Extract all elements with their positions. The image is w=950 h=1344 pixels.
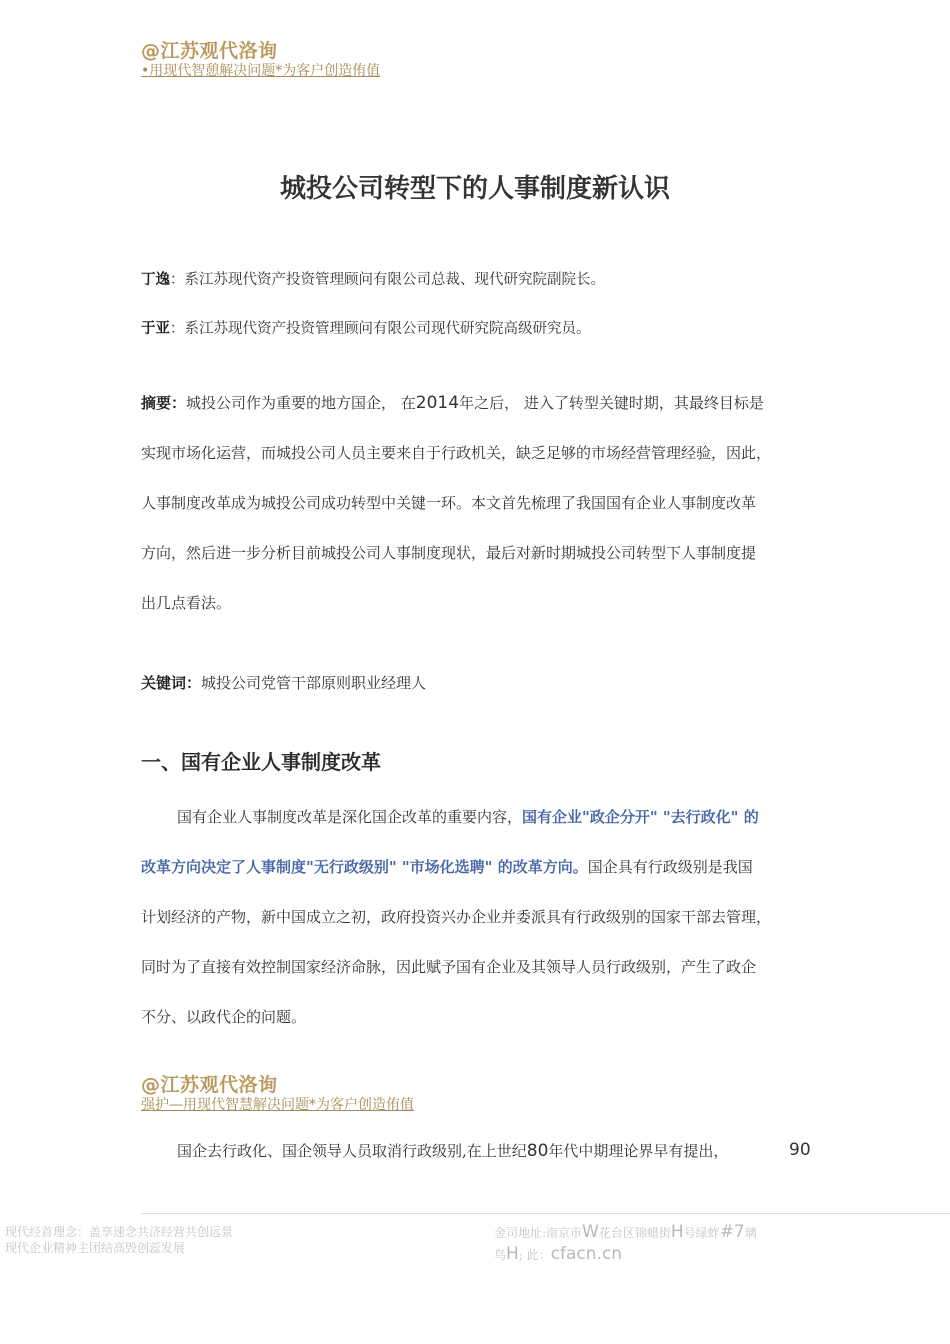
footer-spirit: 现代企业精神主团结高毁创蕊发展 <box>5 1241 186 1255</box>
footer-address-glyph: W <box>582 1222 599 1242</box>
author-colon: ： <box>170 321 185 337</box>
paragraph-text: 国企去行政化、国企领导人员取消行政级别,在上世纪 <box>177 1142 527 1160</box>
footer-website <box>494 1246 622 1263</box>
brand-logo-text: @江苏观代洛询 <box>141 40 278 62</box>
footer-address-text: 花台区锦蜡街 <box>598 1226 671 1240</box>
abstract-line: 方向，然后进一步分析目前城投公司人事制度现状，最后对新时期城投公司转型下人事制度提 <box>141 544 757 562</box>
abstract-label: 摘要： <box>141 394 187 412</box>
footer-divider <box>141 1213 950 1214</box>
author-desc: 系江苏现代资产投资管理顾问有限公司总裁、现代研究院副院长。 <box>184 272 605 288</box>
footer-website-glyph: H <box>506 1244 519 1264</box>
keywords-text: 城投公司党管干部原则职业经理人 <box>201 674 427 692</box>
paragraph-line: 不分、以政代企的问题。 <box>141 1008 307 1026</box>
author-colon: ： <box>170 272 185 288</box>
paragraph-line: 同时为了直接有效控制国家经济命脉，因此赋予国有企业及其领导人员行政级别，产生了政企 <box>141 958 757 976</box>
keywords-label: 关键词： <box>141 674 202 692</box>
section-heading: 一、国有企业人事制度改革 <box>141 750 381 774</box>
brand-tagline: 强护—用现代智慧解决问题*为客户创造侑值 <box>141 1097 414 1113</box>
paragraph-line <box>177 1140 728 1161</box>
number-text: 80 <box>526 1141 549 1161</box>
brand-logo-text: @江苏观代洛询 <box>141 1074 278 1096</box>
author-desc: 系江苏现代资产投资管理顾问有限公司现代研究院高级研究员。 <box>184 321 591 337</box>
author-line <box>141 317 591 338</box>
abstract-year: 2014 <box>415 393 460 413</box>
footer-motto: 现代经首理念：盖享速念共济经营共创远景 <box>5 1225 234 1239</box>
paragraph-text: 年代中期理论界早有提出， <box>548 1142 729 1160</box>
footer-website-text: 鸟 <box>494 1248 507 1262</box>
abstract-line <box>141 392 764 413</box>
author-line <box>141 268 605 289</box>
highlight-text: 改革方向决定了人事制度"无行政级别" "市场化选聘" 的改革方向。 <box>141 858 588 876</box>
paragraph-line <box>177 806 759 827</box>
author-name: 于亚 <box>141 321 170 337</box>
brand-tagline: •用现代智憩解决问题*为客户创造侑值 <box>141 63 381 79</box>
footer-address <box>494 1224 757 1241</box>
abstract-text: 城投公司作为重要的地方国企， 在 <box>186 394 416 412</box>
keywords-line <box>141 672 426 693</box>
number-text: 90 <box>789 1140 811 1160</box>
footer-website-text: ; 此： <box>518 1248 551 1262</box>
footer-address-text: 号绿蚱 <box>683 1226 720 1240</box>
paragraph-text: 国企具有行政级别是我国 <box>587 858 753 876</box>
paragraph-text: 国有企业人事制度改革是深化国企改革的重要内容， <box>177 808 523 826</box>
footer-address-text: 璃 <box>744 1226 757 1240</box>
paragraph-line: 计划经济的产物，新中国成立之初，政府投资兴办企业并委派具有行政级别的国家干部去管理， <box>141 908 772 926</box>
footer-website-url: cfacn.cn <box>550 1244 623 1264</box>
abstract-line: 人事制度改革成为城投公司成功转型中关键一环。本文首先梳理了我国国有企业人事制度改革 <box>141 494 757 512</box>
footer-left <box>5 1224 233 1256</box>
abstract-line: 实现市场化运营，而城投公司人员主要来自于行政机关，缺乏足够的市场经营管理经验，因此， <box>141 444 772 462</box>
highlight-text: 国有企业"政企分开" "去行政化" 的 <box>522 808 759 826</box>
abstract-line: 出几点看法。 <box>141 594 232 612</box>
author-name: 丁逸 <box>141 272 170 288</box>
footer-address-text: 金司地址:南京市 <box>494 1226 583 1240</box>
paragraph-line <box>141 856 753 877</box>
footer-address-glyph: #7 <box>719 1222 745 1242</box>
page-title: 城投公司转型下的人事制度新认识 <box>279 174 670 204</box>
abstract-text: 年之后， 进入了转型关键时期，其最终目标是 <box>459 394 764 412</box>
footer-address-glyph: H <box>670 1222 684 1242</box>
paragraph-line <box>789 1140 811 1160</box>
